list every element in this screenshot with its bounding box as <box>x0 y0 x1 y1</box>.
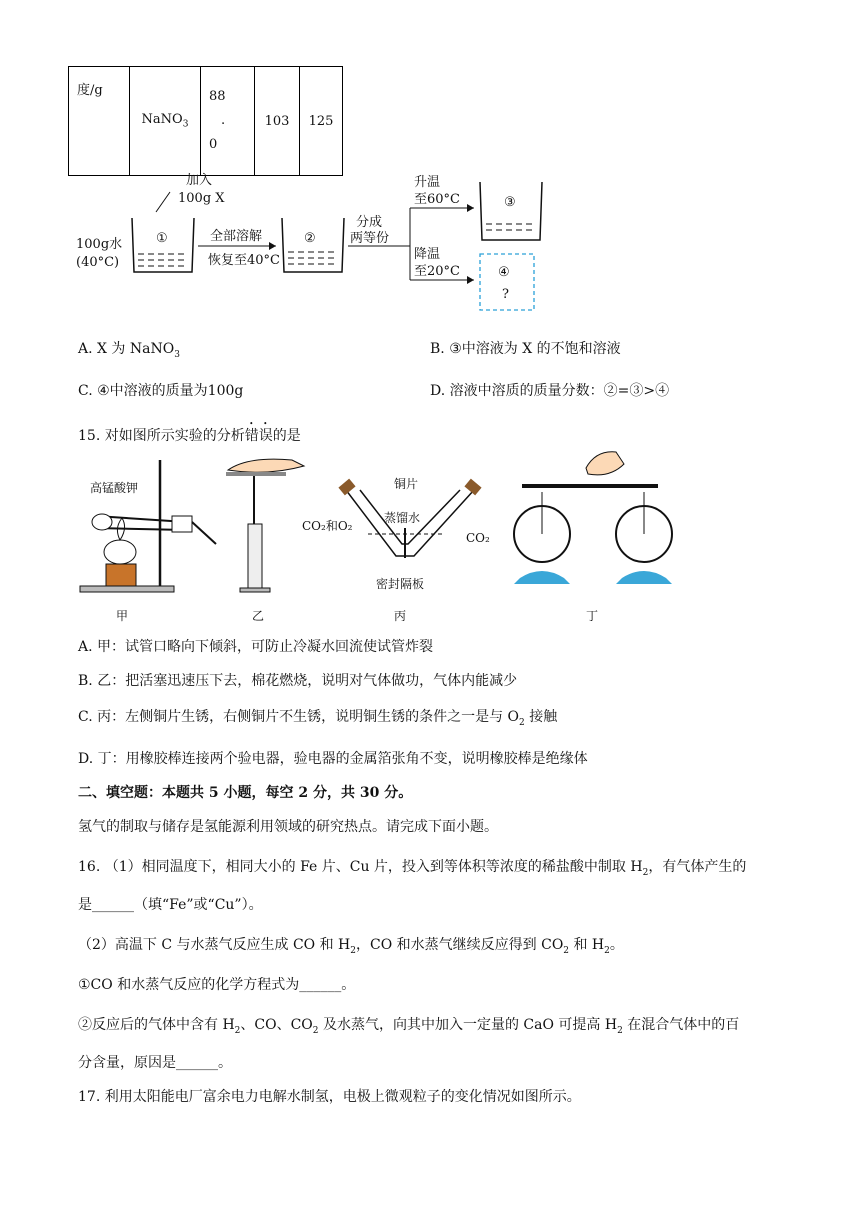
down-top: 降温 <box>414 247 441 262</box>
figure-yi-piston-cylinder <box>226 459 304 623</box>
svg-text:?: ? <box>502 287 509 302</box>
q16-line-1: 16. （1）相同温度下，相同大小的 Fe 片、Cu 片，投入到等体积等浓度的稀盐酸中制取 $H_2$，有气体产生的 <box>78 859 747 878</box>
up-top: 升温 <box>414 175 441 190</box>
beaker-2 <box>282 218 344 272</box>
table-cell-value: 88 . 0 <box>201 67 255 176</box>
svg-text:高锰酸钾: 高锰酸钾 <box>90 481 139 495</box>
q15-option-c: C. 丙：左侧铜片生锈，右侧铜片不生锈，说明铜生锈的条件之一是与 $O_2$ 接触 <box>78 709 558 728</box>
q14-option-a: A. X 为 NaNO$_3$ <box>78 341 180 360</box>
beaker-1 <box>132 218 194 272</box>
svg-text:丙: 丙 <box>394 609 407 623</box>
add-amount: 100g X <box>178 191 225 206</box>
figure-ding-electroscopes <box>514 452 672 623</box>
q15-option-d: D. 丁：用橡胶棒连接两个验电器，验电器的金属箔张角不变，说明橡胶棒是绝缘体 <box>78 751 588 767</box>
step2-top: 分成 <box>356 215 383 230</box>
svg-text:③: ③ <box>504 195 516 210</box>
step1-bottom: 恢复至40°C <box>208 253 280 268</box>
q14-option-c: C. ④中溶液的质量为100g <box>78 383 244 399</box>
step2-bottom: 两等份 <box>350 231 390 246</box>
up-bottom: 至60°C <box>414 192 460 207</box>
table-row-label: 度/g <box>69 67 130 176</box>
svg-text:甲: 甲 <box>116 609 129 623</box>
beaker-4-unknown <box>480 254 534 310</box>
section-2-title: 二、填空题：本题共 5 小题，每空 2 分，共 30 分。 <box>78 785 413 801</box>
add-arrow <box>156 192 170 212</box>
svg-text:乙: 乙 <box>252 609 265 623</box>
svg-text:蒸馏水: 蒸馏水 <box>384 511 421 525</box>
q17-stem: 17. 利用太阳能电厂富余电力电解水制氢，电极上微观粒子的变化情况如图所示。 <box>78 1089 581 1105</box>
section-2-intro: 氢气的制取与储存是氢能源利用领域的研究热点。请完成下面小题。 <box>78 819 498 835</box>
q16-line-6: 分含量，原因是______。 <box>78 1055 232 1071</box>
solubility-table <box>68 66 343 176</box>
q15-stem: 15. 对如图所示实验的分析错误的是 <box>78 428 301 444</box>
svg-text:①: ① <box>156 231 168 246</box>
svg-text:④: ④ <box>498 265 510 280</box>
svg-text:丁: 丁 <box>586 609 599 623</box>
step1-top: 全部溶解 <box>210 229 263 244</box>
q15-experiment-figures <box>76 448 676 628</box>
svg-text:②: ② <box>304 231 316 246</box>
svg-text:CO₂和O₂: CO₂和O₂ <box>302 519 353 533</box>
start-label-temp: (40°C) <box>76 255 120 270</box>
q16-line-5: ②反应后的气体中含有 $H_2$、CO、$CO_2$ 及水蒸气，向其中加入一定量的 CaO 可提高 $H_2$ 在混合气体中的百 <box>78 1017 740 1036</box>
q16-line-3: （2）高温下 C 与水蒸气反应生成 CO 和 $H_2$，CO 和水蒸气继续反应得到 $CO_2$ 和 $H_2$。 <box>78 937 624 956</box>
q15-option-b: B. 乙：把活塞迅速压下去，棉花燃烧，说明对气体做功，气体内能减少 <box>78 673 518 689</box>
table-substance: NaNO$_3$ <box>130 67 201 176</box>
q16-line-2: 是______（填“Fe”或“Cu”）。 <box>78 897 263 913</box>
q14-option-d: D. 溶液中溶质的质量分数：②=③>④ <box>430 383 670 399</box>
q15-option-a: A. 甲：试管口略向下倾斜，可防止冷凝水回流使试管炸裂 <box>78 639 434 655</box>
down-bottom: 至20°C <box>414 264 460 279</box>
table-cell-value: 125 <box>300 67 343 176</box>
add-label: 加入 <box>186 173 213 188</box>
table-cell-value: 103 <box>255 67 300 176</box>
start-label-water: 100g水 <box>76 237 123 252</box>
svg-text:铜片: 铜片 <box>394 477 419 491</box>
solution-flow-diagram <box>70 168 550 318</box>
beaker-3 <box>480 182 542 240</box>
svg-text:密封隔板: 密封隔板 <box>376 577 425 591</box>
figure-bing-copper-rusting <box>302 476 490 623</box>
q16-line-4: ①CO 和水蒸气反应的化学方程式为______。 <box>78 977 356 993</box>
figure-jia-heating-apparatus <box>80 460 216 623</box>
q14-option-b: B. ③中溶液为 X 的不饱和溶液 <box>430 341 621 357</box>
svg-text:CO₂: CO₂ <box>466 531 490 545</box>
